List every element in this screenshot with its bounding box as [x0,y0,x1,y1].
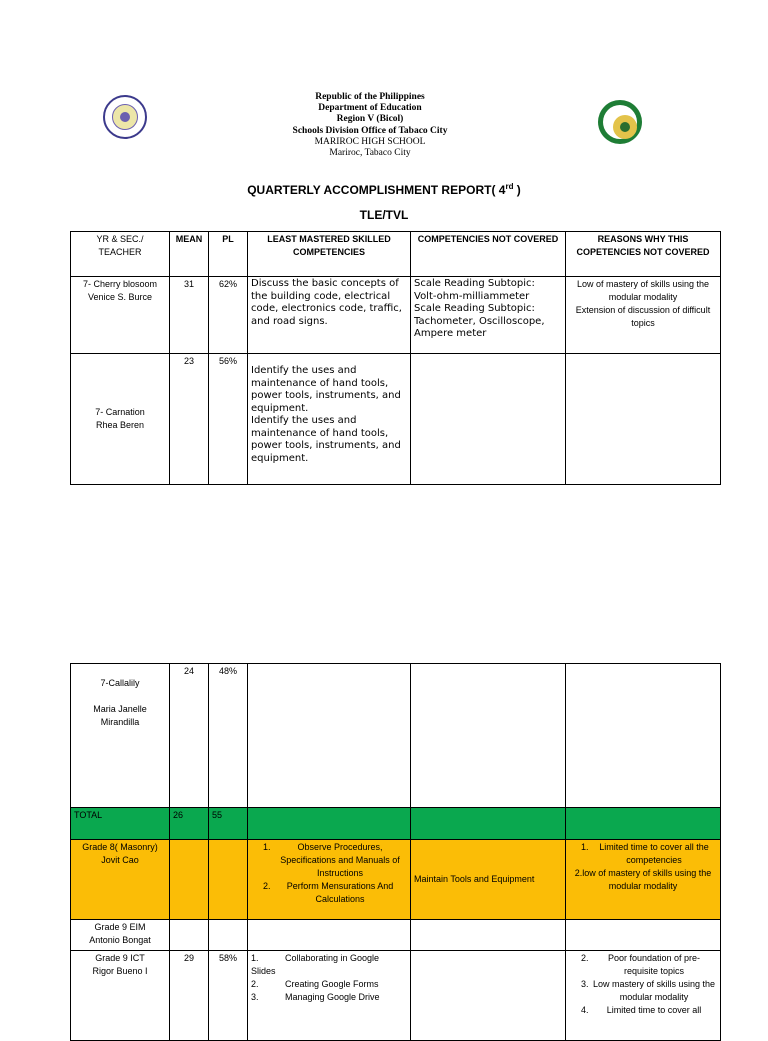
section-cell: 7- Carnation Rhea Beren [71,354,170,485]
pl-cell: 58% [209,951,248,1041]
pl-cell: 55 [209,808,248,840]
table-header-row [71,232,721,277]
least-mastered-cell: 1. Collaborating in Google Slides 2. Creating Google Forms 3. Managing Google Drive [248,951,411,1041]
column-header: YR & SEC./ TEACHER [71,232,170,277]
table-row [71,920,721,951]
header-line: Department of Education [318,103,422,114]
column-header: COMPETENCIES NOT COVERED [411,232,566,277]
subject-title: TLE/TVL [359,208,409,222]
mean-cell: 29 [170,951,209,1041]
report-table-continued [70,663,721,1041]
reasons-cell: Low of mastery of skills using the modular modality Extension of discussion of difficult topics [566,277,721,354]
section-cell: 7- Cherry blosoom Venice S. Burce [71,277,170,354]
total-label: TOTAL [71,808,170,840]
deped-seal-icon [103,95,147,139]
table-row [71,951,721,1041]
column-header: REASONS WHY THIS COPETENCIES NOT COVERED [566,232,721,277]
not-covered-cell: Maintain Tools and Equipment [411,840,566,920]
reasons-cell: 1. Limited time to cover all the competencies 2.low of mastery of skills using the modular modality [566,840,721,920]
mean-cell: 23 [170,354,209,485]
header-line: Mariroc, Tabaco City [329,148,411,159]
column-header: PL [209,232,248,277]
section-cell: Grade 8( Masonry) Jovit Cao [71,840,170,920]
table-row [71,664,721,808]
pl-cell: 48% [209,664,248,808]
mean-cell: 26 [170,808,209,840]
reasons-cell [566,354,721,485]
section-cell: Grade 9 ICT Rigor Bueno I [71,951,170,1041]
column-header: LEAST MASTERED SKILLED COMPETENCIES [248,232,411,277]
header-line: Region V (Bicol) [336,114,404,125]
not-covered-cell [411,354,566,485]
table-row [71,277,721,354]
school-seal-icon [598,100,642,144]
least-mastered-cell: Identify the uses and maintenance of hand tools, power tools, instruments, and equipment. Identify the uses and maintenance of hand tools, power tools, instruments, and equipment. [248,354,411,485]
header-line: Schools Division Office of Tabaco City [292,125,448,136]
pl-cell: 56% [209,354,248,485]
table-row [71,354,721,485]
document-header [230,92,510,159]
pl-cell: 62% [209,277,248,354]
column-header: MEAN [170,232,209,277]
section-cell: Grade 9 EIM Antonio Bongat [71,920,170,951]
table-row [71,840,721,920]
reasons-cell: 2. Poor foundation of pre-requisite topics 3. Low mastery of skills using the modular modality 4. Limited time to cover all [566,951,721,1041]
mean-cell: 31 [170,277,209,354]
least-mastered-cell: 1. Observe Procedures, Specifications and Manuals of Instructions 2. Perform Mensurations And Calculations [248,840,411,920]
section-cell: 7-Callalily Maria Janelle Mirandilla [71,664,170,808]
header-line: Republic of the Philippines [315,92,425,102]
report-title: QUARTERLY ACCOMPLISHMENT REPORT( 4rd ) [247,182,521,197]
least-mastered-cell: Discuss the basic concepts of the building code, electrical code, electronics code, traffic, and road signs. [248,277,411,354]
mean-cell: 24 [170,664,209,808]
header-line: MARIROC HIGH SCHOOL [314,136,426,147]
total-row [71,808,721,840]
not-covered-cell: Scale Reading Subtopic: Volt-ohm-milliammeter Scale Reading Subtopic: Tachometer, Oscilloscope, Ampere meter [411,277,566,354]
report-table [70,231,721,485]
